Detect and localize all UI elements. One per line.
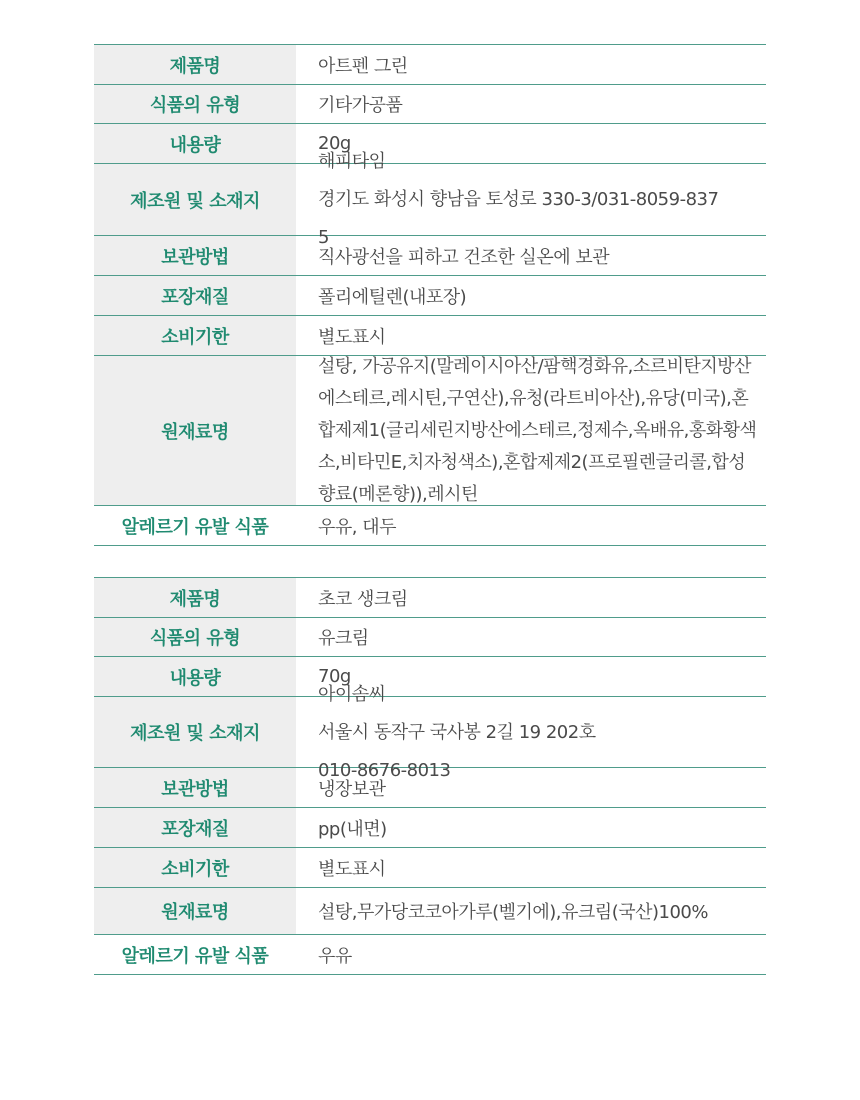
label-storage: 보관방법 xyxy=(94,236,296,275)
label-name: 제품명 xyxy=(94,45,296,84)
maker-phone: 010-8676-8013 xyxy=(318,759,451,781)
row-packaging xyxy=(94,808,766,848)
value-capacity: 70g xyxy=(318,666,351,687)
label-allergy: 알레르기 유발 식품 xyxy=(94,935,296,974)
value-ingredients xyxy=(296,356,766,505)
value-allergy: 우유 xyxy=(318,945,352,967)
row-name xyxy=(94,578,766,618)
maker-address-wrap: 5 xyxy=(318,227,329,248)
label-capacity: 내용량 xyxy=(94,124,296,163)
ingredients-text: 설탕, 가공유지(말레이시아산/팜핵경화유,소르비탄지방산에스테르,레시틴,구연산),유청(라트비아산),유당(미국),혼합제제1(글리세린지방산에스테르,정제수,옥배유,홍화황색소,비타민E,치자청색소),혼합제제2(프로필렌글리콜,합성향료(메론향)),레시틴 xyxy=(318,355,757,505)
value-packaging: 폴리에틸렌(내포장) xyxy=(318,286,467,308)
value-type: 유크림 xyxy=(318,628,369,649)
row-type xyxy=(94,85,766,124)
row-packaging xyxy=(94,276,766,316)
value-allergy: 우유, 대두 xyxy=(318,516,396,538)
row-storage xyxy=(94,236,766,276)
maker-address: 경기도 화성시 향남읍 토성로 330-3/031-8059-837 xyxy=(318,189,719,210)
row-ingredients xyxy=(94,888,766,935)
label-capacity: 내용량 xyxy=(94,657,296,696)
row-type xyxy=(94,618,766,657)
value-packaging: pp(내면) xyxy=(318,818,387,840)
product-table-1 xyxy=(94,44,766,546)
row-ingredients xyxy=(94,356,766,506)
value-capacity: 20g xyxy=(318,133,351,154)
value-type: 기타가공품 xyxy=(318,95,403,116)
label-expiry: 소비기한 xyxy=(94,848,296,887)
label-type: 식품의 유형 xyxy=(94,618,296,656)
label-type: 식품의 유형 xyxy=(94,85,296,123)
label-allergy: 알레르기 유발 식품 xyxy=(94,506,296,545)
row-storage xyxy=(94,768,766,808)
value-storage: 직사광선을 피하고 건조한 실온에 보관 xyxy=(318,246,610,268)
product-table-2 xyxy=(94,577,766,975)
value-ingredients: 설탕,무가당코코아가루(벨기에),유크림(국산)100% xyxy=(318,902,708,923)
label-maker: 제조원 및 소재지 xyxy=(94,697,296,767)
row-name xyxy=(94,45,766,85)
row-maker xyxy=(94,151,766,248)
value-maker xyxy=(296,683,766,781)
maker-address: 서울시 동작구 국사봉 2길 19 202호 xyxy=(318,721,596,743)
label-storage: 보관방법 xyxy=(94,768,296,807)
value-name: 아트펜 그린 xyxy=(318,55,408,77)
label-ingredients: 원재료명 xyxy=(94,356,296,505)
label-name: 제품명 xyxy=(94,578,296,617)
label-packaging: 포장재질 xyxy=(94,276,296,315)
maker-name: 아이솜씨 xyxy=(318,683,386,705)
row-maker xyxy=(94,683,766,781)
label-expiry: 소비기한 xyxy=(94,316,296,355)
row-allergy xyxy=(94,935,766,975)
label-packaging: 포장재질 xyxy=(94,808,296,847)
label-maker: 제조원 및 소재지 xyxy=(94,164,296,235)
value-maker xyxy=(296,151,766,248)
row-allergy xyxy=(94,506,766,546)
value-expiry: 별도표시 xyxy=(318,326,386,348)
label-ingredients: 원재료명 xyxy=(94,888,296,934)
row-expiry xyxy=(94,848,766,888)
value-name: 초코 생크림 xyxy=(318,588,408,610)
maker-name: 해피타임 xyxy=(318,151,386,172)
value-storage: 냉장보관 xyxy=(318,778,386,800)
value-expiry: 별도표시 xyxy=(318,858,386,880)
